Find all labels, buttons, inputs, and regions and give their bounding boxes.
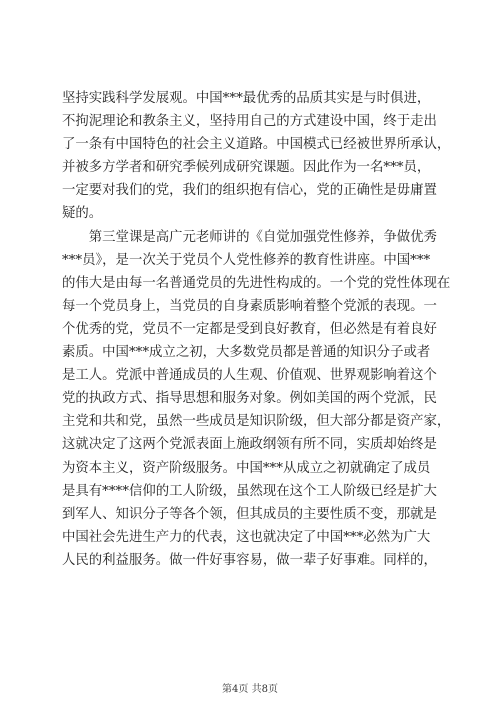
text-line: 人民的利益服务。做一件好事容易，做一辈子好事难。同样的， [62, 552, 437, 568]
text-line: 个优秀的党，党员不一定都是受到良好教育，但必然是有着良好 [62, 321, 437, 337]
text-line: ***员》，是一次关于党员个人党性修养的教育性讲座。中国*** [62, 252, 431, 268]
text-line: 是具有****信仰的工人阶级，虽然现在这个工人阶级已经是扩大 [62, 483, 437, 499]
text-line: 是工人。党派中普通成员的人生观、价值观、世界观影响着这个 [62, 368, 437, 384]
text-line: 素质。中国***成立之初，大多数党员都是普通的知识分子或者 [62, 345, 431, 361]
text-line: 中国社会先进生产力的代表，这也就决定了中国***必然为广大 [62, 529, 431, 545]
text-line: 坚持实践科学发展观。中国***最优秀的品质其实是与时俱进， [62, 91, 431, 106]
page-number-footer: 第4页 共8页 [222, 684, 278, 695]
text-line: 为资本主义，资产阶级服务。中国***从成立之初就确定了成员 [62, 460, 431, 476]
text-line: 党的执政方式、指导思想和服务对象。例如美国的两个党派，民 [62, 391, 437, 407]
text-line: 主党和共和党，虽然一些成员是知识阶级，但大部分都是资产家， [62, 414, 451, 430]
text-line: 到军人、知识分子等各个领，但其成员的主要性质不变，那就是 [62, 506, 437, 522]
text-line: 的伟大是由每一名普通党员的先进性构成的。一个党的党性体现在 [62, 275, 451, 291]
text-line: 了一条有中国特色的社会主义道路。中国模式已经被世界所承认， [62, 137, 451, 153]
text-line: 这就决定了这两个党派表面上施政纲领有所不同，实质却始终是 [62, 437, 437, 453]
text-line: 第三堂课是高广元老师讲的《自觉加强党性修养，争做优秀 [62, 229, 437, 245]
text-line: 疑的。 [62, 206, 103, 222]
text-line: 一定要对我们的党，我们的组织抱有信心，党的正确性是毋庸置 [62, 183, 437, 199]
text-line: 不拘泥理论和教条主义，坚持用自己的方式建设中国，终于走出 [62, 114, 437, 130]
document-body [62, 87, 451, 572]
text-line: 每一个党员身上，当党员的自身素质影响着整个党派的表现。一 [62, 298, 437, 314]
text-line: 并被多方学者和研究季候列成研究课题。因此作为一名***员， [62, 160, 431, 176]
